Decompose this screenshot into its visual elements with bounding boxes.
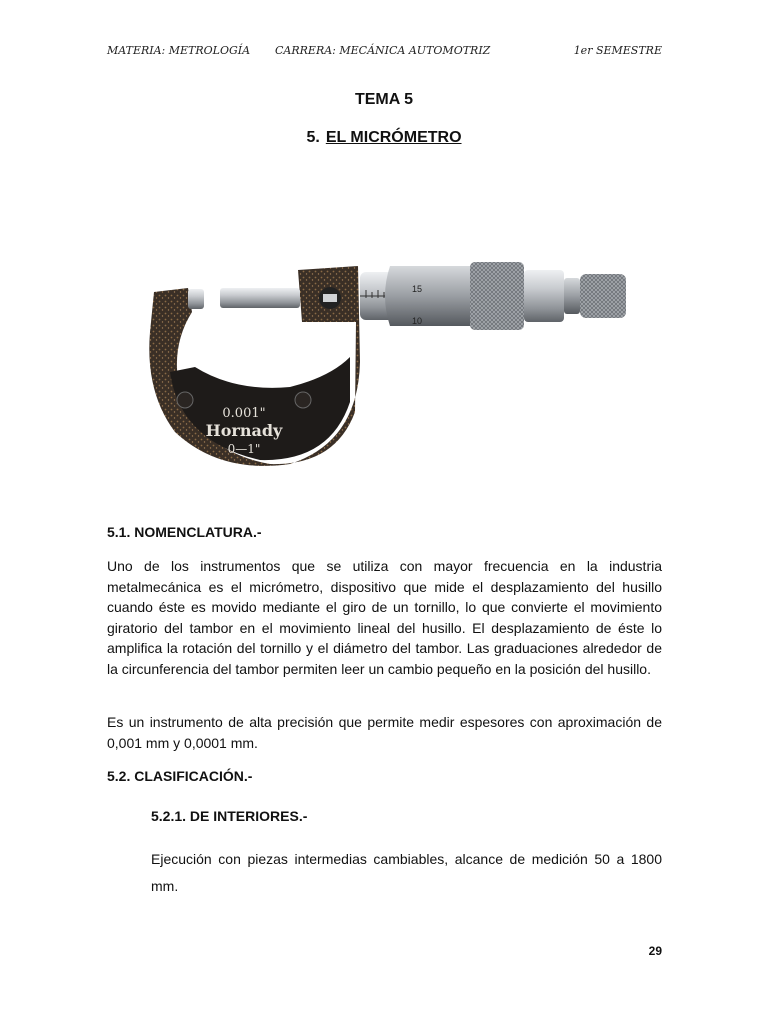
screw: [295, 392, 311, 408]
tema-heading: TEMA 5: [354, 91, 414, 108]
interiores-paragraph: Ejecución con piezas intermedias cambiables, alcance de medición 50 a 1800 mm.: [151, 851, 662, 894]
frame-text-range: 0—1": [227, 442, 261, 456]
thimble-knurl: [470, 262, 524, 330]
section-clasificacion-title: 5.2. CLASIFICACIÓN.-: [107, 768, 253, 784]
page-number: 29: [648, 944, 662, 958]
frame-text-brand: Hornady: [205, 421, 283, 440]
nomenclatura-paragraph-1: Uno de los instrumentos que se utiliza con mayor frecuencia en la industria metalmecánica es el micrómetro, dispositivo que mide el desplazamiento del husillo cuando éste es movido mediante el giro de un tornillo, lo que convierte el movimiento giratorio del tambor en el movimiento lineal del husillo. El desplazamiento de éste lo amplifica la rotación del tornillo y el diámetro del tambor. Las graduaciones alrededor de la circunferencia del tambor permiten leer un cambio pequeño en la posición del husillo.: [107, 558, 662, 677]
subsection-interiores-title: 5.2.1. DE INTERIORES.-: [151, 808, 308, 824]
sleeve-mark: 10: [412, 316, 423, 326]
thimble: [385, 266, 470, 326]
ratchet: [564, 278, 580, 314]
micrometer-image: [140, 252, 640, 472]
header-materia: MATERIA: METROLOGÍA: [107, 44, 251, 57]
header-semestre: 1er SEMESTRE: [573, 44, 662, 57]
header-carrera: CARRERA: MECÁNICA AUTOMOTRIZ: [275, 44, 491, 57]
nomenclatura-paragraph-2: Es un instrumento de alta precisión que permite medir espesores con aproximación de 0,001 mm y 0,0001 mm.: [107, 714, 662, 751]
chapter-title: [0, 129, 768, 147]
spindle: [220, 288, 300, 308]
ratchet-knurl: [580, 274, 626, 318]
chapter-number: 5.: [306, 129, 320, 146]
chapter-title-text: EL MICRÓMETRO: [325, 129, 462, 146]
page-header: [107, 44, 662, 62]
frame-text-resolution: 0.001": [222, 406, 266, 421]
section-nomenclatura-title: 5.1. NOMENCLATURA.-: [107, 524, 262, 540]
sleeve-mark: 15: [412, 284, 423, 294]
screw: [177, 392, 193, 408]
anvil: [188, 289, 204, 309]
